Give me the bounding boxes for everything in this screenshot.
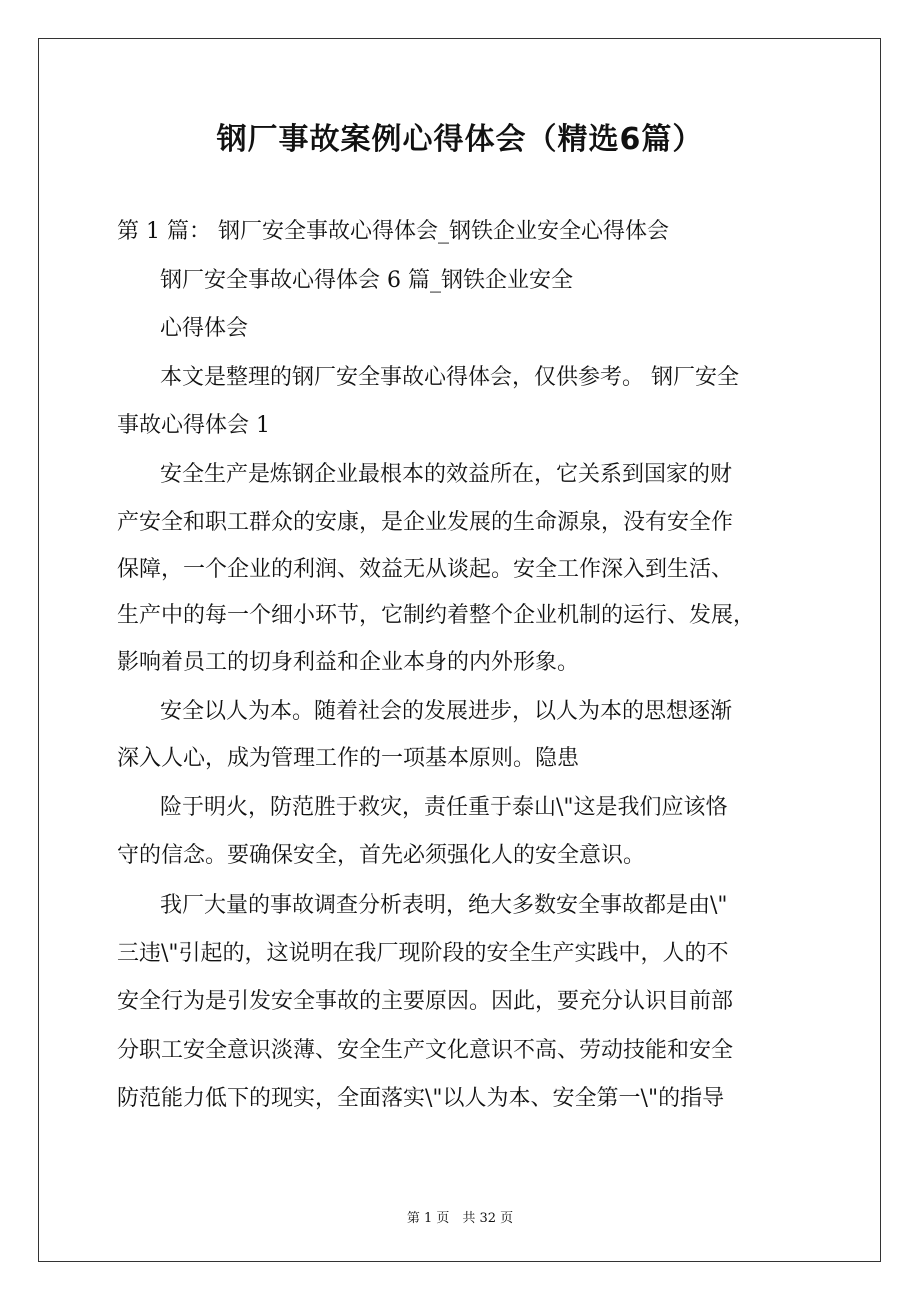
text-line: 生产中的每一个细小环节，它制约着整个企业机制的运行、发展， — [117, 603, 756, 628]
text-line: 三违\"引起的，这说明在我厂现阶段的安全生产实践中，人的不 — [117, 941, 729, 966]
text-line: 安全以人为本。随着社会的发展进步，以人为本的思想逐渐 — [160, 699, 733, 724]
text-line: 安全生产是炼钢企业最根本的效益所在，它关系到国家的财 — [160, 462, 733, 487]
text-line: 安全行为是引发安全事故的主要原因。因此，要充分认识目前部 — [117, 989, 734, 1014]
text-line: 险于明火，防范胜于救灾，责任重于泰山\"这是我们应该恪 — [160, 795, 728, 820]
text-line: 事故心得体会 1 — [117, 413, 270, 438]
text-line: 分职工安全意识淡薄、安全生产文化意识不高、劳动技能和安全 — [117, 1038, 734, 1063]
text-line: 第 1 篇： 钢厂安全事故心得体会_钢铁企业安全心得体会 — [117, 219, 669, 244]
text-line: 影响着员工的切身利益和企业本身的内外形象。 — [117, 650, 580, 675]
text-line: 防范能力低下的现实，全面落实\"以人为本、安全第一\"的指导 — [117, 1086, 725, 1111]
document-title: 钢厂事故案例心得体会（精选6篇） — [216, 122, 704, 157]
text-line: 心得体会 — [160, 316, 249, 341]
text-line: 产安全和职工群众的安康，是企业发展的生命源泉，没有安全作 — [117, 510, 734, 535]
text-line: 深入人心，成为管理工作的一项基本原则。隐患 — [117, 746, 580, 771]
text-line: 本文是整理的钢厂安全事故心得体会，仅供参考。 钢厂安全 — [160, 365, 739, 390]
page-footer: 第 1 页 共 32 页 — [406, 1211, 514, 1226]
text-line: 保障，一个企业的利润、效益无从谈起。安全工作深入到生活、 — [117, 557, 734, 582]
text-line: 守的信念。要确保安全，首先必须强化人的安全意识。 — [117, 843, 646, 868]
text-line: 钢厂安全事故心得体会 6 篇_钢铁企业安全 — [160, 268, 573, 293]
text-line: 我厂大量的事故调查分析表明，绝大多数安全事故都是由\" — [160, 893, 728, 918]
